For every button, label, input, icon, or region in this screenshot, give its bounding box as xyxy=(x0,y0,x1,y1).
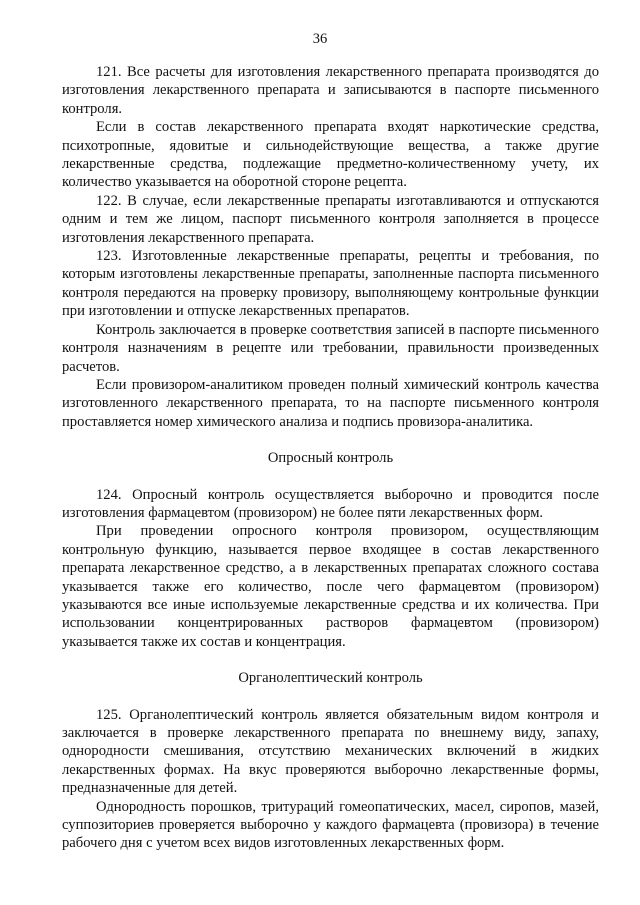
paragraph-123-chemical: Если провизором-аналитиком проведен полный химический контроль качества изготовленного лекарственного препарата, то на паспорте письменного контроля проставляется номер химического анализа и подпись провизора-аналитика. xyxy=(62,376,599,430)
section-heading-organoleptic-control: Органолептический контроль xyxy=(238,670,423,687)
document-body xyxy=(62,63,599,853)
paragraph-123: 123. Изготовленные лекарственные препараты, рецепты и требования, по которым изготовлены лекарственные препараты, заполненные паспорта письменного контроля передаются на проверку провизору, выполняющему контрольные функции при изготовлении и отпуске лекарственных препаратов. xyxy=(62,248,599,320)
paragraph-121-narcotics: Если в состав лекарственного препарата входят наркотические средства, психотропные, ядовитые и сильнодействующие вещества, а также другие лекарственные средства, подлежащие предметно-количественному учету, их количество указывается на оборотной стороне рецепта. xyxy=(62,119,599,191)
section-heading-oral-control: Опросный контроль xyxy=(267,450,394,467)
paragraph-121: 121. Все расчеты для изготовления лекарственного препарата производятся до изготовления лекарственного препарата и записываются в паспорте письменного контроля. xyxy=(62,64,599,117)
paragraph-125-homogeneity: Однородность порошков, тритураций гомеопатических, масел, сиропов, мазей, суппозиториев проверяется выборочно у каждого фармацевта (провизора) в течение рабочего дня с учетом всех видов изготовленных лекарственных форм. xyxy=(62,798,599,852)
paragraph-122: 122. В случае, если лекарственные препараты изготавливаются и отпускаются одним и тем же лицом, паспорт письменного контроля заполняется в процессе изготовления лекарственного препарата. xyxy=(62,192,599,246)
paragraph-123-control: Контроль заключается в проверке соответствия записей в паспорте письменного контроля назначениям в рецепте или требовании, правильности произведенных расчетов. xyxy=(62,321,599,375)
paragraph-124: 124. Опросный контроль осуществляется выборочно и проводится после изготовления фармацевтом (провизором) не более пяти лекарственных форм. xyxy=(62,486,599,521)
paragraph-124-procedure: При проведении опросного контроля провизором, осуществляющим контрольную функцию, называется первое входящее в состав лекарственного препарата лекарственное средство, а в лекарственных препаратах сложного состава указывается также его количество, после чего фармацевтом (провизором) указываются все иные используемые лекарственные средства и их количества. При использовании концентрированных растворов фармацевтом (провизором) указывается также их состав и концентрация. xyxy=(62,523,599,650)
paragraph-125: 125. Органолептический контроль является обязательным видом контроля и заключается в проверке лекарственного препарата по внешнему виду, запаху, однородности смешивания, отсутствию механических включений в жидких лекарственных формах. На вкус проверяются выборочно лекарственные формы, предназначенные для детей. xyxy=(62,706,599,797)
page-number: 36 xyxy=(312,31,328,47)
